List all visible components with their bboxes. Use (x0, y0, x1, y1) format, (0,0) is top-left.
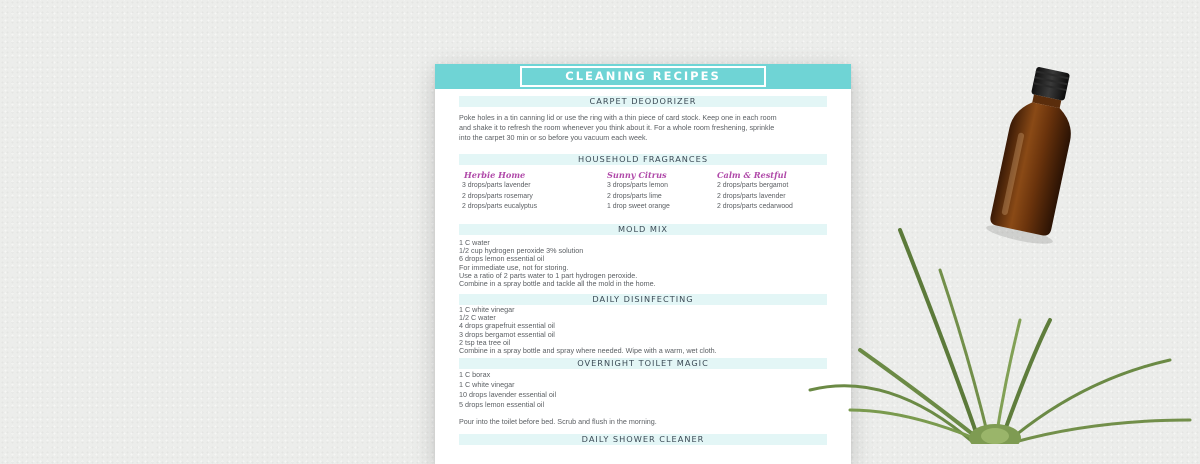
text-line: 1 C water (459, 238, 490, 247)
recipe-sheet (435, 64, 851, 464)
fragrance-item: 2 drops/parts eucalyptus (462, 203, 538, 210)
section-heading-daily-disinfecting: DAILY DISINFECTING (459, 294, 827, 305)
section-heading-mold-mix: MOLD MIX (459, 224, 827, 235)
section-heading-daily-shower-cleaner: DAILY SHOWER CLEANER (459, 434, 827, 445)
text-line: 2 tsp tea tree oil (459, 337, 511, 347)
text-line: 1/2 C water (459, 313, 496, 323)
text-line: 1 C borax (459, 370, 491, 379)
text-line: 3 drops bergamot essential oil (459, 329, 555, 339)
text-line: For immediate use, not for storing. (459, 262, 569, 272)
fragrance-column-calm-restful (717, 170, 793, 213)
fragrance-item: 3 drops/parts lavender (462, 182, 531, 189)
fragrance-item: 2 drops/parts cedarwood (717, 203, 793, 210)
text-line: Poke holes in a tin canning lid or use the ring with a thin piece of card stock. Keep one in each room (459, 113, 777, 122)
text-line: 4 drops grapefruit essential oil (459, 321, 555, 331)
fragrance-item: 2 drops/parts lavender (717, 192, 786, 200)
text-line: 1 C white vinegar (459, 380, 515, 389)
mold-mix-text (459, 239, 656, 288)
fragrance-subheading: Herbie Home (464, 170, 526, 180)
air-plant-icon (790, 210, 1200, 444)
fragrance-item: 1 drop sweet orange (607, 203, 670, 210)
page-title: CLEANING RECIPES (520, 66, 766, 87)
fragrance-item: 2 drops/parts lime (607, 192, 662, 200)
fragrance-item: 2 drops/parts rosemary (462, 192, 533, 200)
text-line: and shake it to refresh the room whenever you think about it. For a whole room freshening, sprinkle (459, 123, 775, 132)
text-line: Use a ratio of 2 parts water to 1 part hydrogen peroxide. (459, 270, 638, 280)
text-line: 1 C white vinegar (459, 305, 515, 314)
text-line: Combine in a spray bottle and spray where needed. Wipe with a warm, wet cloth. (459, 346, 717, 356)
fragrance-subheading: Calm & Restful (717, 170, 787, 180)
overnight-toilet-magic-text (459, 370, 556, 410)
text-line: into the carpet 30 min or so before you vacuum each week. (459, 133, 648, 142)
text-line: 1/2 cup hydrogen peroxide 3% solution (459, 246, 584, 256)
text-line: 5 drops lemon essential oil (459, 400, 545, 409)
text-line: 10 drops lavender essential oil (459, 390, 557, 399)
text-line: 6 drops lemon essential oil (459, 254, 545, 264)
overnight-toilet-magic-note: Pour into the toilet before bed. Scrub and flush in the morning. (459, 417, 657, 426)
daily-disinfecting-text (459, 306, 717, 355)
text-line: Combine in a spray bottle and tackle all the mold in the home. (459, 279, 656, 289)
fragrance-column-herbie-home (462, 170, 537, 213)
section-heading-carpet-deodorizer: CARPET DEODORIZER (459, 96, 827, 107)
fragrance-column-sunny-citrus (607, 170, 670, 213)
section-heading-overnight-toilet-magic: OVERNIGHT TOILET MAGIC (459, 358, 827, 369)
section-heading-household-fragrances: HOUSEHOLD FRAGRANCES (459, 154, 827, 165)
fragrance-subheading: Sunny Citrus (607, 170, 667, 180)
fragrance-item: 2 drops/parts bergamot (717, 182, 789, 189)
carpet-deodorizer-text (459, 113, 829, 143)
fragrance-item: 3 drops/parts lemon (607, 182, 668, 189)
